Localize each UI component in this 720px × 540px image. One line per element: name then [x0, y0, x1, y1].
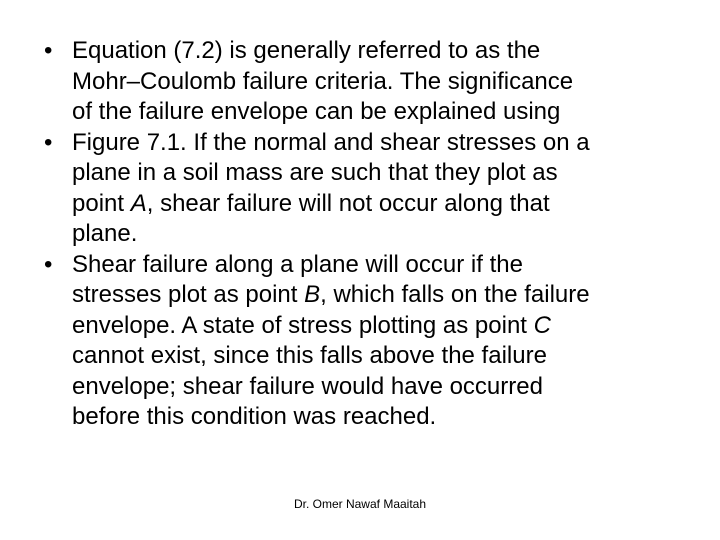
italic-point-label: B — [304, 281, 321, 308]
bullet-text: point — [72, 189, 131, 217]
bullet-line-continuation — [42, 219, 692, 250]
bullet-line-start — [42, 250, 692, 281]
bullet-text: plane. — [72, 220, 138, 247]
bullet-text: , shear failure will not occur along that — [146, 189, 550, 217]
bullet-text: cannot exist, since this falls above the failure — [72, 342, 547, 369]
bullet-line-continuation — [42, 402, 692, 433]
bullet-line-continuation — [42, 311, 692, 342]
bullet-line-start — [42, 128, 692, 159]
bullet-text: before this condition was reached. — [72, 403, 437, 430]
bullet-line-continuation — [42, 189, 692, 220]
bullet-text: , which falls on the failure — [320, 281, 590, 308]
bullet-line-continuation — [42, 158, 692, 189]
bullet-text: envelope. A state of stress plotting as point — [72, 311, 534, 339]
slide-footer-author: Dr. Omer Nawaf Maaitah — [293, 497, 427, 511]
bullet-text: stresses plot as point — [72, 281, 305, 308]
bullet-line-continuation — [42, 97, 692, 128]
bullet-text: plane in a soil mass are such that they plot as — [72, 159, 558, 186]
bullet-marker: • — [44, 128, 53, 156]
bullet-list — [42, 36, 692, 433]
bullet-line-continuation — [42, 341, 692, 372]
bullet-text: Mohr–Coulomb failure criteria. The significance — [72, 67, 574, 95]
bullet-text: Figure 7.1. If the normal and shear stresses on a — [72, 128, 590, 156]
bullet-line-start — [42, 36, 692, 67]
bullet-text: Shear failure along a plane will occur if the — [72, 250, 523, 278]
bullet-text: Equation (7.2) is generally referred to as the — [72, 37, 541, 64]
bullet-line-continuation — [42, 67, 692, 98]
italic-point-label: C — [533, 311, 551, 339]
bullet-marker: • — [44, 37, 53, 64]
bullet-line-continuation — [42, 372, 692, 403]
italic-point-label: A — [130, 189, 147, 217]
bullet-marker: • — [44, 250, 53, 278]
bullet-text: envelope; shear failure would have occurred — [72, 372, 543, 400]
bullet-text: of the failure envelope can be explained using — [72, 98, 561, 125]
bullet-line-continuation — [42, 280, 692, 311]
